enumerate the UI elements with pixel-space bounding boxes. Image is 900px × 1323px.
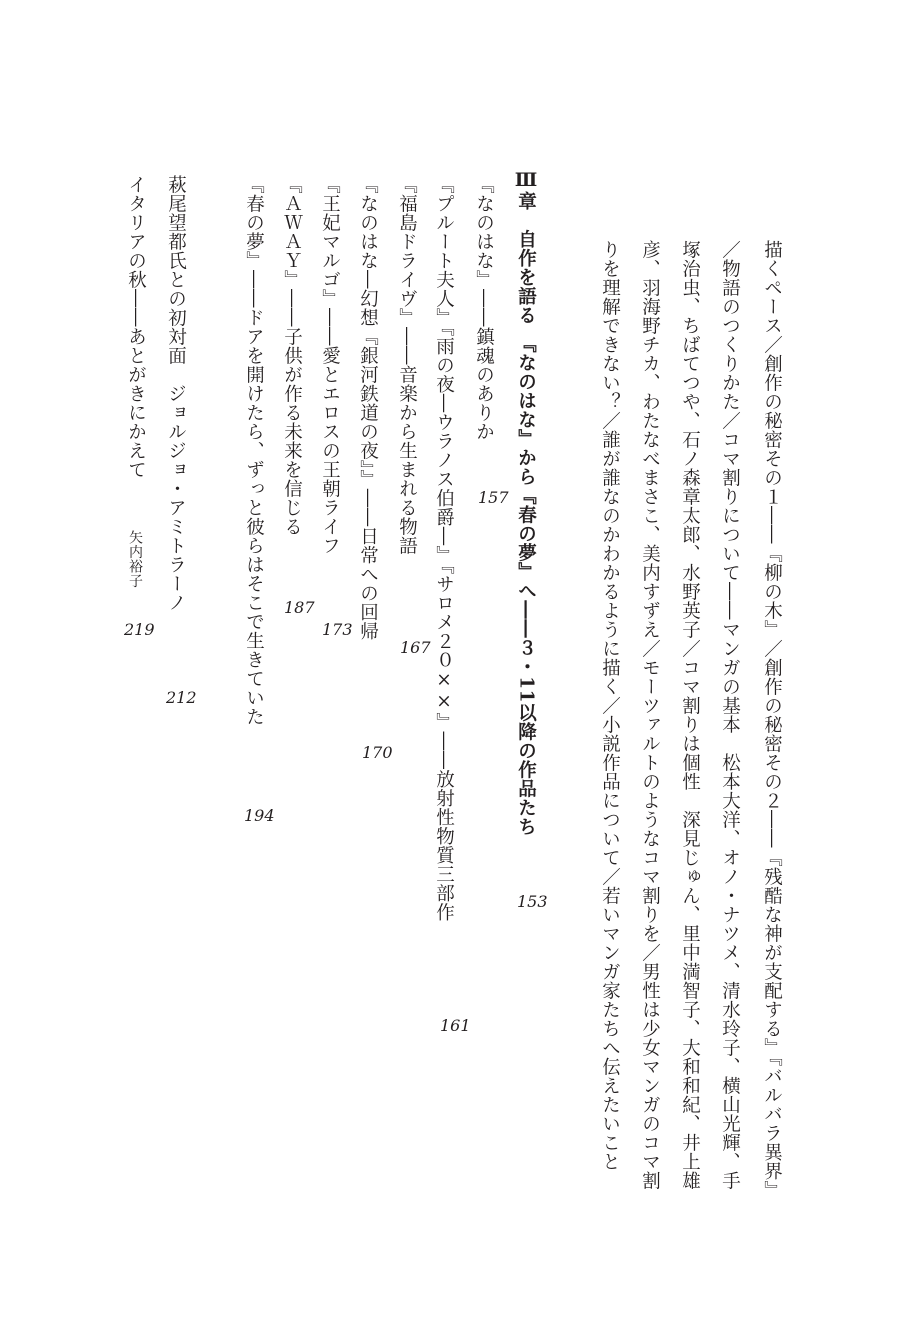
toc-afterword-author: 矢内裕子 — [127, 530, 143, 588]
toc-intro-line-1: 描くペース／創作の秘密その１――『柳の木』／創作の秘密その２――『残酷な神が支配する』『バルバラ異界』 — [761, 240, 783, 1200]
toc-entry-7: 『春の夢』――ドアを開けたら、ずっと彼らはそこで生きていた — [243, 175, 265, 726]
toc-entry-6: 『ＡＷＡＹ』――子供が作る未来を信じる — [281, 175, 303, 536]
toc-intro-line-4: 彦、羽海野チカ、わたなべまさこ、美内すずえ／モーツァルトのようなコマ割りを／男性は少女マンガのコマ割 — [639, 240, 661, 1190]
toc-entry-2-page: 161 — [440, 1016, 471, 1035]
toc-entry-3-page: 167 — [400, 638, 431, 657]
toc-intro-line-3: 塚治虫、ちばてつや、石ノ森章太郎、水野英子／コマ割りは個性 深見じゅん、里中満智子、大和和紀、井上雄 — [679, 240, 701, 1190]
toc-entry-1-page: 157 — [478, 488, 509, 507]
toc-entry-3: 『福島ドライヴ』――音楽から生まれる物語 — [396, 175, 418, 555]
toc-entry-5: 『王妃マルゴ』――愛とエロスの王朝ライフ — [319, 175, 341, 555]
toc-afterword-title: イタリアの秋――あとがきにかえて — [125, 175, 147, 479]
toc-essay-title: 萩尾望都氏との初対面 ジョルジョ・アミトラーノ — [165, 175, 187, 612]
toc-entry-6-page: 187 — [284, 598, 315, 617]
toc-entry-4-page: 170 — [362, 743, 393, 762]
toc-entry-4: 『なのはな―幻想『銀河鉄道の夜』』――日常への回帰 — [357, 175, 379, 641]
chapter-heading: Ⅲ章 自作を語る 『なのはな』から『春の夢』へ――３・11以降の作品たち — [515, 170, 537, 836]
toc-intro-line-5: りを理解できない？／誰が誰なのかわかるように描く／小説作品について／若いマンガ家たちへ伝えたいこと — [599, 240, 621, 1171]
chapter-page-number: 153 — [517, 892, 548, 911]
toc-entry-1: 『なのはな』――鎮魂のありか — [473, 175, 495, 441]
toc-intro-line-2: ／物語のつくりかた／コマ割りについて――マンガの基本 松本大洋、オノ・ナツメ、清水玲子、横山光輝、手 — [719, 240, 741, 1190]
toc-entry-7-page: 194 — [244, 806, 275, 825]
toc-entry-5-page: 173 — [322, 620, 353, 639]
toc-essay-page: 212 — [166, 688, 197, 707]
toc-entry-2: 『プルート夫人』『雨の夜―ウラノス伯爵―』『サロメ２０××』――放射性物質三部作 — [433, 175, 455, 922]
toc-afterword-page: 219 — [124, 620, 155, 639]
